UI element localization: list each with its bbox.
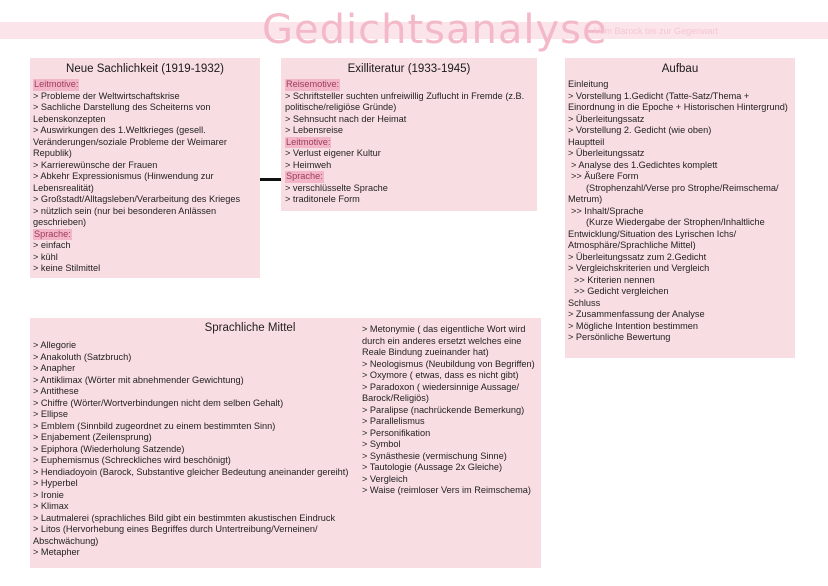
list-item: > Waise (reimloser Vers im Reimschema) bbox=[362, 485, 531, 495]
section-label-sprache: Sprache: bbox=[34, 228, 71, 239]
list-item: > Paralipse (nachrückende Bemerkung) bbox=[362, 404, 525, 415]
list-item: > Zusammenfassung der Analyse bbox=[568, 309, 705, 319]
list-item: > Lautmalerei (sprachliches Bild gibt ein bestimmten akustischen Eindruck bbox=[33, 512, 336, 523]
list-item: > Litos (Hervorhebung eines Begriffes durch Untertreibung/Verneinen/ Abschwächung) bbox=[33, 524, 318, 546]
list-item: > Hendiadoyoin (Barock, Substantive gleicher Bedeutung aneinander gereiht) bbox=[33, 466, 349, 477]
list-item: > Anakoluth (Satzbruch) bbox=[33, 351, 132, 362]
list-item: > Antithese bbox=[33, 386, 79, 396]
list-item: > Überleitungssatz bbox=[568, 148, 645, 158]
list-item: > Tautologie (Aussage 2x Gleiche) bbox=[362, 462, 503, 472]
stilmittel-list-left bbox=[33, 340, 373, 559]
list-item: > traditonele Form bbox=[285, 194, 360, 204]
list-item: > Anapher bbox=[33, 363, 76, 373]
list-item: > Abkehr Expressionismus (Hinwendung zur Lebensrealität) bbox=[33, 171, 214, 193]
list-item: (Strophenzahl/Verse pro Strophe/Reimschema/ Metrum) bbox=[568, 182, 779, 204]
list-item: > verschlüsselte Sprache bbox=[285, 182, 388, 193]
list-item: > Allegorie bbox=[33, 340, 77, 350]
list-item: > Hyperbel bbox=[33, 478, 78, 488]
list-item: > Auswirkungen des 1.Weltkrieges (gesell. Veränderungen/soziale Probleme der Weimarer Republik) bbox=[33, 125, 227, 158]
list-item: Hauptteil bbox=[568, 136, 605, 147]
list-item: > Paradoxon ( wiedersinnige Aussage/ Barock/Religiös) bbox=[362, 381, 520, 403]
list-item: > Vorstellung 2. Gedicht (wie oben) bbox=[568, 125, 712, 135]
list-item: > Vergleich bbox=[362, 473, 408, 484]
list-item: > Verlust eigener Kultur bbox=[285, 148, 381, 158]
section-label-sprache: Sprache: bbox=[286, 171, 323, 181]
list-item: >> Kriterien nennen bbox=[574, 274, 655, 285]
list-item: > einfach bbox=[33, 240, 71, 250]
list-item: >> Gedicht vergleichen bbox=[574, 286, 669, 296]
card-title: Aufbau bbox=[661, 63, 699, 75]
list-item: > Lebensreise bbox=[285, 125, 343, 135]
list-item: > Epiphora (Wiederholung Satzende) bbox=[33, 443, 185, 454]
list-item: > kühl bbox=[33, 251, 58, 262]
card-title: Exilliteratur (1933-1945) bbox=[347, 63, 471, 75]
card-title: Sprachliche Mittel bbox=[204, 322, 296, 334]
list-item: > Großstadt/Alltagsleben/Verarbeitung des Krieges bbox=[33, 194, 241, 204]
list-item: > Probleme der Weltwirtschaftskrise bbox=[33, 90, 180, 101]
section-label-leitmotive: Leitmotive: bbox=[286, 136, 331, 147]
list-item: >> Inhalt/Sprache bbox=[571, 205, 644, 216]
list-item: > Synästhesie (vermischung Sinne) bbox=[362, 450, 507, 461]
list-item: > Vergleichskriterien und Vergleich bbox=[568, 263, 710, 273]
list-item: > Enjabement (Zeilensprung) bbox=[33, 432, 152, 442]
stilmittel-list-right bbox=[362, 324, 540, 497]
card-aufbau bbox=[565, 58, 795, 358]
card-sprachliche-mittel bbox=[30, 318, 541, 568]
list-item: >> Äußere Form bbox=[571, 171, 639, 181]
list-item: > Heimweh bbox=[285, 159, 332, 170]
list-item: > Sachliche Darstellung des Scheiterns von Lebenskonzepten bbox=[33, 102, 211, 124]
list-item: (Kurze Wiedergabe der Strophen/Inhaltliche Entwicklung/Situation des Lyrischen Ichs/ Atmosphäre/Sprachliche Mittel) bbox=[568, 217, 765, 250]
list-item: > Mögliche Intention bestimmen bbox=[568, 320, 698, 331]
list-item: > Persönliche Bewertung bbox=[568, 332, 671, 342]
list-item: > Klimax bbox=[33, 501, 69, 511]
list-item: > Antiklimax (Wörter mit abnehmender Gewichtung) bbox=[33, 374, 244, 385]
list-item: > Symbol bbox=[362, 439, 401, 449]
list-item: > Vorstellung 1.Gedicht (Tatte-Satz/Thema + Einordnung in die Epoche + Historischen Hintergrund) bbox=[568, 90, 788, 112]
list-item: > Überleitungssatz bbox=[568, 113, 645, 124]
list-item: > Ellipse bbox=[33, 409, 68, 419]
list-item: Einleitung bbox=[568, 79, 609, 89]
page-title: Gedichtsanalyse bbox=[262, 7, 608, 53]
list-item: > Karrierewünsche der Frauen bbox=[33, 159, 158, 170]
list-item: > Personifikation bbox=[362, 427, 431, 438]
list-item: > Überleitungssatz zum 2.Gedicht bbox=[568, 251, 707, 262]
section-label-reisemotive: Reisemotive: bbox=[286, 79, 340, 89]
list-item: > keine Stilmittel bbox=[33, 263, 101, 273]
page-subtitle: Vom Barock bis zur Gegenwart bbox=[594, 26, 719, 36]
list-item: > Oxymore ( etwas, dass es nicht gibt) bbox=[362, 370, 519, 380]
list-item: Schluss bbox=[568, 297, 601, 308]
list-item: > Ironie bbox=[33, 489, 64, 500]
list-item: > Emblem (Sinnbild zugeordnet zu einem bestimmten Sinn) bbox=[33, 420, 276, 431]
list-item: > Analyse des 1.Gedichtes komplett bbox=[571, 159, 718, 170]
card-neue-sachlichkeit bbox=[30, 58, 260, 278]
list-item: > Chiffre (Wörter/Wortverbindungen nicht dem selben Gehalt) bbox=[33, 397, 284, 408]
connector-line bbox=[260, 178, 281, 181]
list-item: > Metonymie ( das eigentliche Wort wird durch ein anderes ersetzt welches eine Reale Bindung zueinander hat) bbox=[362, 324, 526, 357]
list-item: > Parallelismus bbox=[362, 416, 425, 426]
list-item: > Sehnsucht nach der Heimat bbox=[285, 113, 407, 124]
card-exilliteratur bbox=[281, 58, 537, 211]
list-item: > Neologismus (Neubildung von Begriffen) bbox=[362, 358, 535, 369]
list-item: > Euphemismus (Schreckliches wird beschönigt) bbox=[33, 455, 231, 465]
list-item: > nützlich sein (nur bei besonderen Anlässen geschrieben) bbox=[33, 205, 217, 227]
section-label-leitmotive: Leitmotive: bbox=[34, 79, 79, 89]
list-item: > Metapher bbox=[33, 547, 80, 557]
card-title: Neue Sachlichkeit (1919-1932) bbox=[66, 63, 224, 75]
list-item: > Schriftsteller suchten unfreiwillig Zuflucht in Fremde (z.B. politische/religiöse Gründe) bbox=[285, 90, 525, 112]
